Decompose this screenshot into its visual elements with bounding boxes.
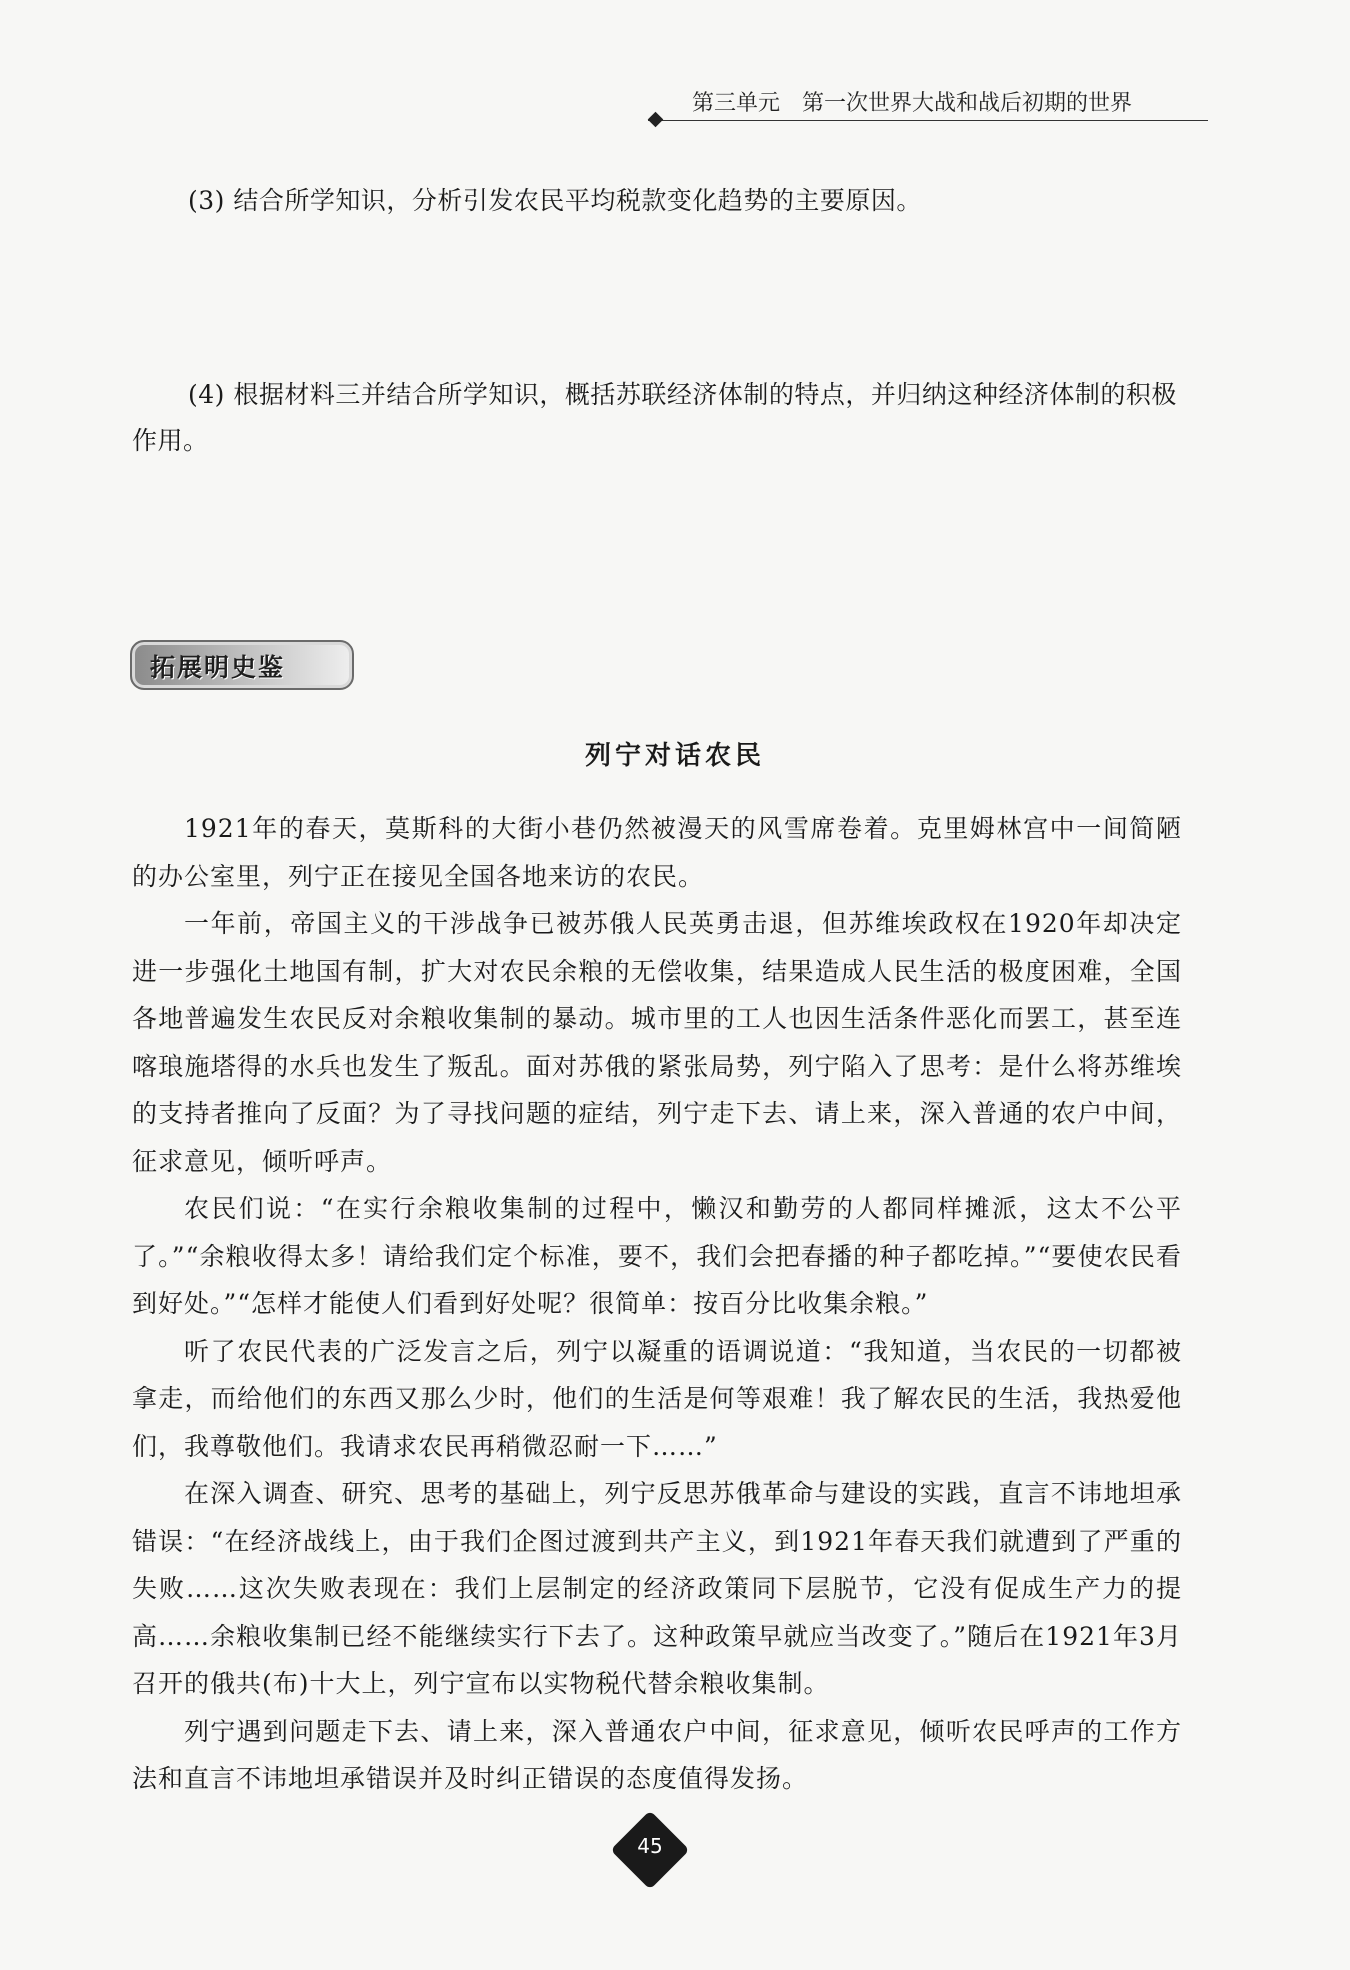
unit-title: 第三单元 第一次世界大战和战后初期的世界 bbox=[692, 91, 1133, 116]
article-paragraph: 在深入调查、研究、思考的基础上，列宁反思苏俄革命与建设的实践，直言不讳地坦承错误：“在经济战线上，由于我们企图过渡到共产主义，到1921年春天我们就遭到了严重的失败……这次失败表现在：我们上层制定的经济政策同下层脱节，它没有促成生产力的提高……余粮收集制已经不能继续实行下去了。这种政策早就应当改变了。”随后在1921年3月召开的俄共(布)十大上，列宁宣布以实物税代替余粮收集制。 bbox=[132, 1479, 1182, 1698]
article-title: 列宁对话农民 bbox=[584, 741, 765, 771]
section-badge-label: 拓展明史鉴 bbox=[150, 653, 286, 682]
header-rule bbox=[648, 120, 1208, 121]
diamond-icon bbox=[648, 112, 664, 128]
section-badge bbox=[130, 640, 354, 690]
article-body bbox=[132, 805, 1182, 1803]
article-paragraph: 列宁遇到问题走下去、请上来，深入普通农户中间，征求意见，倾听农民呼声的工作方法和直言不讳地坦承错误并及时纠正错误的态度值得发扬。 bbox=[132, 1716, 1182, 1793]
article-paragraph: 一年前，帝国主义的干涉战争已被苏俄人民英勇击退，但苏维埃政权在1920年却决定进一步强化土地国有制，扩大对农民余粮的无偿收集，结果造成人民生活的极度困难，全国各地普遍发生农民反对余粮收集制的暴动。城市里的工人也因生活条件恶化而罢工，甚至连喀琅施塔得的水兵也发生了叛乱。面对苏俄的紧张局势，列宁陷入了思考：是什么将苏维埃的支持者推向了反面？为了寻找问题的症结，列宁走下去、请上来，深入普通的农户中间，征求意见，倾听呼声。 bbox=[132, 909, 1182, 1176]
question-4: (4) 根据材料三并结合所学知识，概括苏联经济体制的特点，并归纳这种经济体制的积极作用。 bbox=[132, 380, 1177, 455]
page-number: 45 bbox=[637, 1834, 663, 1858]
question-3: (3) 结合所学知识，分析引发农民平均税款变化趋势的主要原因。 bbox=[188, 186, 922, 215]
article-paragraph: 听了农民代表的广泛发言之后，列宁以凝重的语调说道：“我知道，当农民的一切都被拿走，而给他们的东西又那么少时，他们的生活是何等艰难！我了解农民的生活，我热爱他们，我尊敬他们。我请求农民再稍微忍耐一下……” bbox=[132, 1336, 1182, 1461]
article-paragraph: 1921年的春天，莫斯科的大街小巷仍然被漫天的风雪席卷着。克里姆林宫中一间简陋的办公室里，列宁正在接见全国各地来访的农民。 bbox=[132, 814, 1182, 891]
article-paragraph: 农民们说：“在实行余粮收集制的过程中，懒汉和勤劳的人都同样摊派，这太不公平了。”“余粮收得太多！请给我们定个标准，要不，我们会把春播的种子都吃掉。”“要使农民看到好处。”“怎样才能使人们看到好处呢？很简单：按百分比收集余粮。” bbox=[132, 1194, 1182, 1318]
